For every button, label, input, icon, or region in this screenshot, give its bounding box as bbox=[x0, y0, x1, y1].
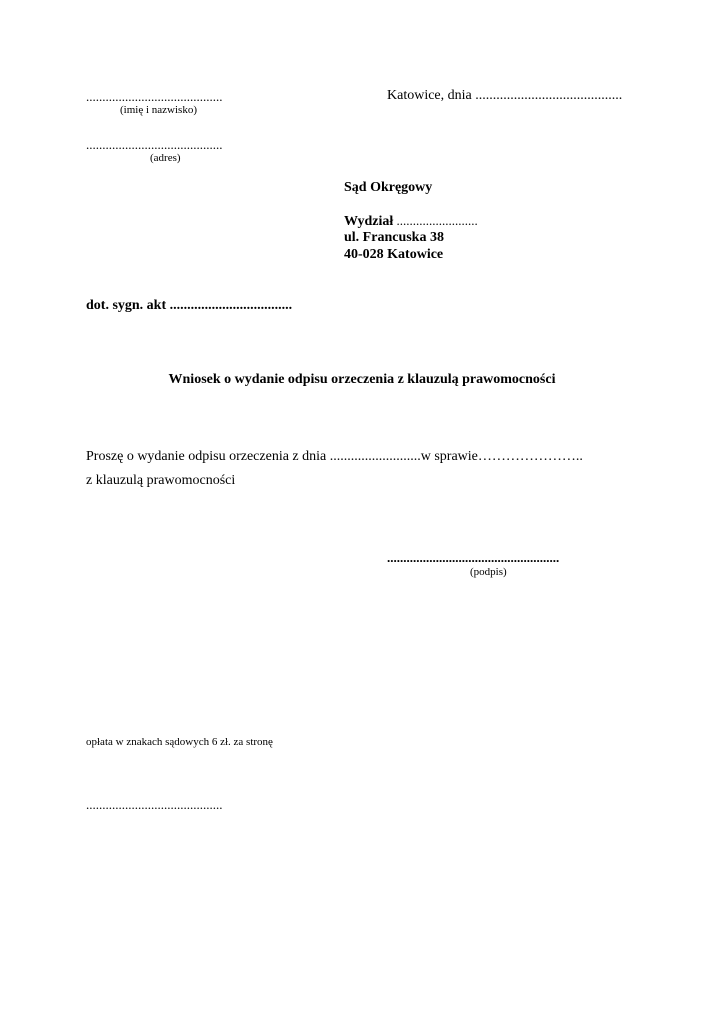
case-reference-label: dot. sygn. akt bbox=[86, 298, 167, 313]
court-name: Sąd Okręgowy bbox=[344, 180, 433, 195]
sender-address-caption: (adres) bbox=[150, 152, 181, 164]
court-street: ul. Francuska 38 bbox=[344, 230, 444, 245]
department-line bbox=[344, 213, 478, 230]
sender-address-dots: .......................................... bbox=[86, 137, 223, 152]
signature-dots: ..................................................... bbox=[387, 550, 560, 565]
court-city: 40-028 Katowice bbox=[344, 247, 444, 262]
document-title: Wniosek o wydanie odpisu orzeczenia z klauzulą prawomocności bbox=[168, 372, 556, 387]
case-reference-dots: ................................... bbox=[166, 298, 293, 313]
sender-name-dots: .......................................... bbox=[86, 89, 223, 104]
fee-note: opłata w znakach sądowych 6 zł. za stronę bbox=[86, 736, 273, 748]
case-reference bbox=[86, 298, 292, 314]
bottom-dots: .......................................... bbox=[86, 797, 223, 812]
body-line-1: Proszę o wydanie odpisu orzeczenia z dnia ..........................w sprawie………………….. bbox=[86, 449, 583, 464]
place-date: Katowice, dnia .......................................... bbox=[387, 88, 623, 103]
department-dots: ......................... bbox=[393, 213, 478, 228]
sender-name-caption: (imię i nazwisko) bbox=[120, 104, 197, 116]
signature-caption: (podpis) bbox=[470, 566, 507, 578]
body-line-2: z klauzulą prawomocności bbox=[86, 473, 236, 488]
department-label: Wydział bbox=[344, 214, 394, 229]
